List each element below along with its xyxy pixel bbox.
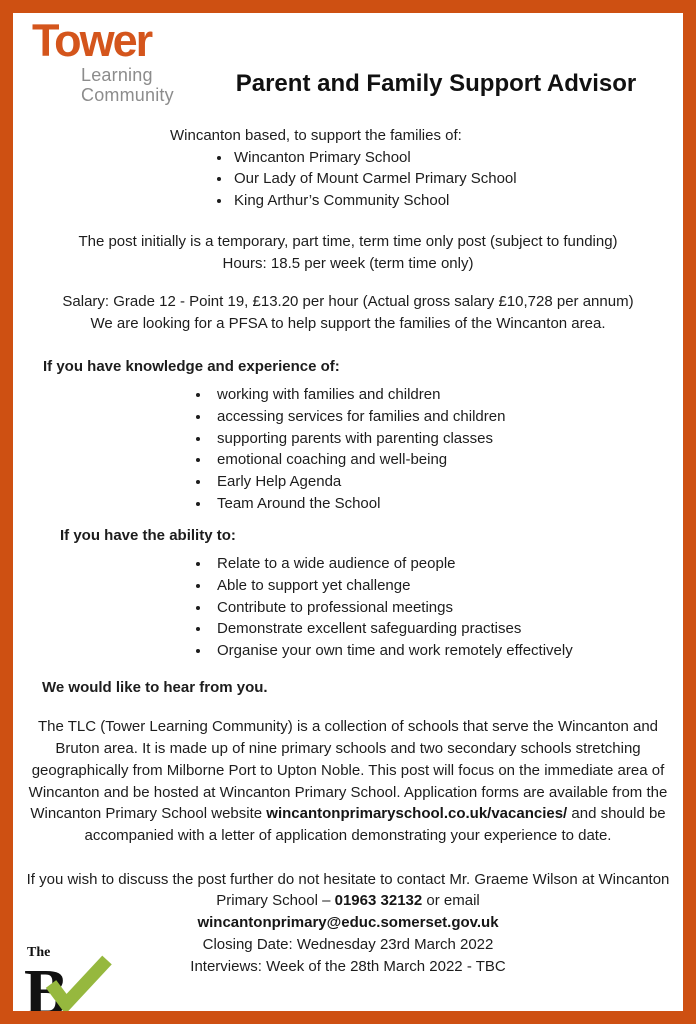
schools-list [218, 147, 683, 212]
list-item: • King Arthur’s Community School [232, 190, 683, 212]
tower-logo-subtitle-line2: Community [81, 85, 174, 105]
closing-date-line: Closing Date: Wednesday 23rd March 2022 [202, 935, 494, 953]
list-item: • Contribute to professional meetings [211, 597, 683, 619]
flyer-content [13, 13, 683, 1011]
tower-logo [32, 17, 174, 105]
bv-logo [19, 940, 115, 1022]
list-item: • Able to support yet challenge [211, 575, 683, 597]
list-item: • Our Lady of Mount Carmel Primary School [232, 168, 683, 190]
contact-email [24, 912, 672, 934]
tower-logo-subtitle [81, 65, 174, 105]
section-heading-ability: If you have the ability to: [60, 526, 236, 544]
contact-paragraph [24, 869, 672, 912]
about-text-before: The TLC (Tower Learning Community) is a collection of schools that serve the Wincanton and Bruton area. It is made up of nine primary schools and two secondary schools stretching geographically from Milborne Port to Upton Noble. This post will focus on the immediate area of Wincanton and be hosted at Wincanton Primary School. Application forms are available from the Wincanton Primary School website [28, 718, 668, 823]
hear-from-you-line: We would like to hear from you. [42, 678, 268, 696]
tower-logo-subtitle-line1: Learning [81, 65, 153, 85]
section-heading-knowledge: If you have knowledge and experience of: [43, 357, 340, 375]
list-item: • Early Help Agenda [211, 471, 683, 493]
email-text: wincantonprimary@educ.somerset.gov.uk [197, 914, 499, 932]
hours-line: Hours: 18.5 per week (term time only) [222, 254, 474, 272]
list-item: • accessing services for families and children [211, 406, 683, 428]
bv-logo-letter-b: B [24, 956, 69, 1022]
contact-block [24, 869, 672, 978]
pfsa-line: We are looking for a PFSA to help support the families of the Wincanton area. [90, 314, 606, 332]
contact-text-after: or email [422, 892, 480, 910]
list-item: • Demonstrate excellent safeguarding practises [211, 618, 683, 640]
about-text-after: and should be accompanied with a letter of application demonstrating your experience to date. [84, 805, 666, 844]
contact-text-before: If you wish to discuss the post further do not hesitate to contact Mr. Graeme Wilson at Wincanton Primary School – [26, 870, 670, 910]
tower-logo-wordmark: Tower [32, 15, 152, 66]
header [13, 13, 683, 125]
list-item: • Team Around the School [211, 493, 683, 515]
about-paragraph [22, 716, 674, 846]
intro-lead: Wincanton based, to support the families of: [170, 127, 462, 144]
list-item: • supporting parents with parenting classes [211, 428, 683, 450]
list-item: • Relate to a wide audience of people [211, 553, 683, 575]
phone-number: 01963 32132 [334, 892, 423, 910]
ability-list [195, 553, 683, 662]
post-terms-paragraph [18, 231, 678, 274]
knowledge-list [195, 384, 683, 514]
interviews-line: Interviews: Week of the 28th March 2022 - TBC [190, 957, 506, 975]
list-item: • working with families and children [211, 384, 683, 406]
page-title: Parent and Family Support Advisor [235, 70, 637, 97]
bv-logo-the: The [27, 945, 51, 960]
list-item: • emotional coaching and well-being [211, 449, 683, 471]
list-item: • Wincanton Primary School [232, 147, 683, 169]
salary-line: Salary: Grade 12 - Point 19, £13.20 per hour (Actual gross salary £10,728 per annum) [62, 293, 634, 311]
post-terms-line: The post initially is a temporary, part time, term time only post (subject to funding) [78, 232, 618, 250]
salary-paragraph [18, 291, 678, 334]
list-item: • Organise your own time and work remotely effectively [211, 640, 683, 662]
website-text: wincantonprimaryschool.co.uk/vacancies/ [266, 805, 568, 823]
